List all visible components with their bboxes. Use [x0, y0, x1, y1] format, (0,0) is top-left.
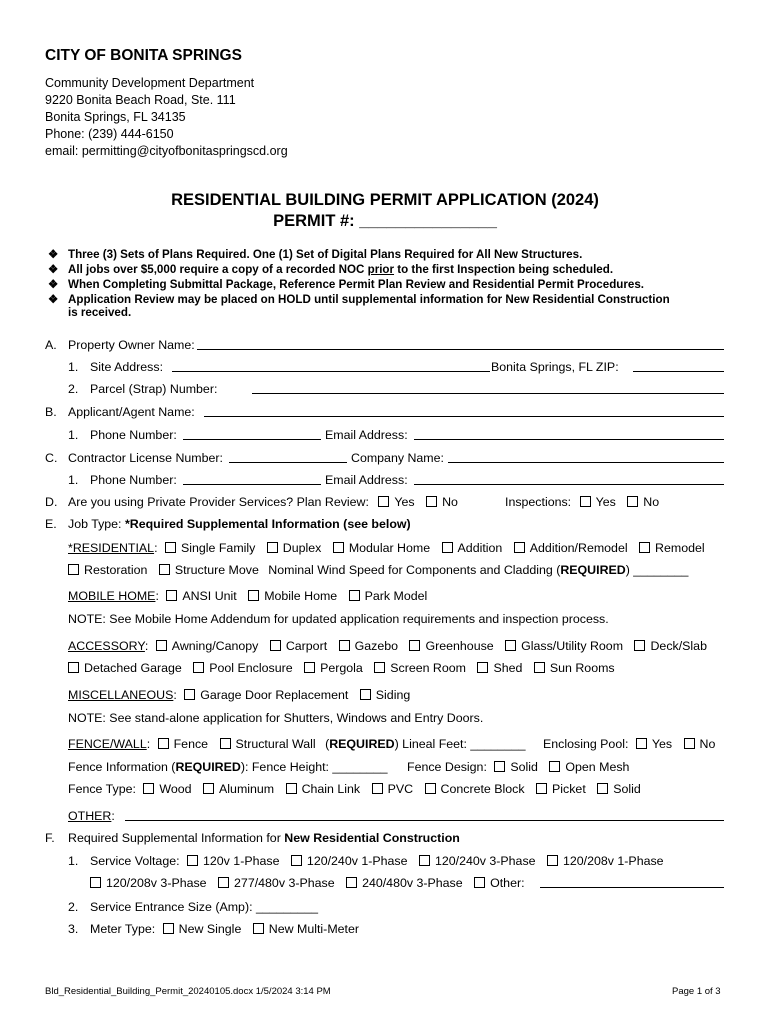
checkbox[interactable] — [68, 662, 79, 673]
paren: ( — [325, 737, 330, 751]
mobile-home-note: NOTE: See Mobile Home Addendum for updated application requirements and inspection process. — [68, 612, 609, 626]
department-line: Community Development Department — [45, 76, 255, 90]
misc-note: NOTE: See stand-alone application for Shutters, Windows and Entry Doors. — [68, 711, 484, 725]
applicant-field[interactable] — [204, 405, 724, 417]
checkbox[interactable] — [477, 662, 488, 673]
checkbox[interactable] — [193, 662, 204, 673]
yes-label: Yes — [595, 495, 616, 509]
checkbox[interactable] — [409, 640, 420, 651]
license-label: Contractor License Number: — [68, 451, 223, 465]
bullet-hold-cont: is received. — [68, 306, 132, 319]
option-label: Screen Room — [390, 661, 466, 675]
diamond-bullet-icon: ❖ — [48, 293, 59, 306]
option-label: Aluminum — [219, 782, 275, 796]
inspections-label: Inspections: — [505, 495, 572, 509]
option-label: ANSI Unit — [182, 589, 237, 603]
job-type-label: Job Type: — [68, 517, 125, 531]
inspections-row — [505, 495, 659, 509]
enclosing-pool-yes-checkbox[interactable] — [636, 738, 647, 749]
option-label: Detached Garage — [84, 661, 182, 675]
option-label: 120v 1-Phase — [203, 854, 280, 868]
item-number: 2. — [68, 382, 79, 396]
fence-info-row — [68, 760, 388, 774]
checkbox[interactable] — [547, 855, 558, 866]
fence-row: FENCE/WALL: Fence Structural Wall (REQUIRED) Lineal Feet: ________ — [68, 737, 526, 751]
page-number: Page 1 of 3 — [672, 986, 721, 997]
option-label: Awning/Canopy — [171, 639, 259, 653]
option-label: Structural Wall — [235, 737, 316, 751]
checkbox[interactable] — [203, 783, 214, 794]
fence-height-field[interactable]: ): Fence Height: ________ — [240, 760, 388, 774]
checkbox[interactable] — [534, 662, 545, 673]
checkbox[interactable] — [159, 564, 170, 575]
page-title: RESIDENTIAL BUILDING PERMIT APPLICATION (2024) — [171, 191, 599, 209]
checkbox[interactable] — [474, 877, 485, 888]
option-label: Concrete Block — [440, 782, 525, 796]
option-label: Solid — [613, 782, 641, 796]
option-label: 120/240v 3-Phase — [434, 854, 536, 868]
option-label: Addition/Remodel — [529, 541, 628, 555]
mobile-home-row: MOBILE HOME: ANSI Unit Mobile Home Park Model — [68, 589, 428, 603]
option-label: 120/208v 3-Phase — [106, 876, 207, 890]
option-label: Fence — [173, 737, 209, 751]
owner-name-label: Property Owner Name: — [68, 338, 195, 352]
city-state-line: Bonita Springs, FL 34135 — [45, 110, 186, 124]
option-label: Wood — [159, 782, 192, 796]
option-label: Pool Enclosure — [209, 661, 293, 675]
residential-row: *RESIDENTIAL: Single Family Duplex Modular Home Addition Addition/Remodel Remodel — [68, 541, 705, 555]
checkbox[interactable] — [372, 783, 383, 794]
accessory-row-2 — [68, 661, 615, 675]
checkbox[interactable] — [360, 689, 371, 700]
option-label: Deck/Slab — [650, 639, 707, 653]
option-label: Garage Door Replacement — [200, 688, 349, 702]
bullet-noc: ❖ All jobs over $5,000 require a copy of a recorded NOC prior to the first Inspection being scheduled. — [48, 263, 614, 276]
checkbox[interactable] — [291, 855, 302, 866]
other-field[interactable] — [125, 809, 724, 821]
wind-speed-field[interactable]: ) ________ — [625, 563, 689, 577]
diamond-bullet-icon: ❖ — [48, 263, 59, 276]
checkbox[interactable] — [349, 590, 360, 601]
supplemental-label: Required Supplemental Information for — [68, 831, 285, 845]
checkbox[interactable] — [639, 542, 650, 553]
section-letter: E. — [45, 517, 57, 531]
applicant-email-field[interactable] — [414, 428, 724, 440]
item-number: 1. — [68, 428, 79, 442]
checkbox[interactable] — [339, 640, 350, 651]
diamond-bullet-icon: ❖ — [48, 278, 59, 291]
checkbox[interactable] — [166, 590, 177, 601]
job-type-note: *Required Supplemental Information (see below) — [124, 517, 411, 531]
checkbox[interactable] — [597, 783, 608, 794]
enclosing-pool-row — [543, 737, 715, 751]
checkbox[interactable] — [425, 783, 436, 794]
option-label: 120/208v 1-Phase — [562, 854, 664, 868]
checkbox[interactable] — [267, 542, 278, 553]
inspections-no-checkbox[interactable] — [627, 496, 638, 507]
checkbox[interactable] — [514, 542, 525, 553]
parcel-label: Parcel (Strap) Number: — [90, 382, 218, 396]
checkbox[interactable] — [549, 761, 560, 772]
option-label: Solid — [510, 760, 538, 774]
checkbox[interactable] — [218, 877, 229, 888]
required-text: REQUIRED — [175, 760, 241, 774]
contractor-email-label: Email Address: — [325, 473, 408, 487]
checkbox[interactable] — [156, 640, 167, 651]
contractor-phone-field[interactable] — [183, 473, 321, 485]
contractor-email-field[interactable] — [414, 473, 724, 485]
option-label: Open Mesh — [565, 760, 630, 774]
meter-type-label: Meter Type: — [90, 922, 156, 936]
job-type-row — [68, 517, 411, 531]
section-letter: B. — [45, 405, 57, 419]
checkbox[interactable] — [304, 662, 315, 673]
phone-line: Phone: (239) 444-6150 — [45, 127, 174, 141]
checkbox[interactable] — [270, 640, 281, 651]
option-label: Greenhouse — [425, 639, 494, 653]
option-label: Pergola — [320, 661, 363, 675]
city-title: CITY OF BONITA SPRINGS — [45, 47, 242, 64]
checkbox[interactable] — [536, 783, 547, 794]
checkbox[interactable] — [187, 855, 198, 866]
other-label: OTHER — [68, 809, 112, 823]
zip-label: Bonita Springs, FL ZIP: — [491, 360, 619, 374]
option-label: Mobile Home — [264, 589, 338, 603]
company-field[interactable] — [448, 451, 724, 463]
checkbox[interactable] — [634, 640, 645, 651]
option-label: 277/480v 3-Phase — [234, 876, 335, 890]
no-label: No — [442, 495, 458, 509]
checkbox[interactable] — [505, 640, 516, 651]
option-label: 240/480v 3-Phase — [362, 876, 463, 890]
residential-row-2 — [68, 563, 688, 577]
checkbox[interactable] — [184, 689, 195, 700]
bullet-plans: ❖ Three (3) Sets of Plans Required. One (1) Set of Digital Plans Required for All New Structures. — [48, 248, 583, 261]
plan-review-yes-checkbox[interactable] — [378, 496, 389, 507]
fence-design-row — [407, 760, 629, 774]
applicant-phone-label: Phone Number: — [90, 428, 177, 442]
company-label: Company Name: — [351, 451, 444, 465]
service-entrance-field[interactable]: Service Entrance Size (Amp): _________ — [90, 900, 318, 914]
checkbox[interactable] — [286, 783, 297, 794]
option-label: Park Model — [364, 589, 428, 603]
service-voltage-label: Service Voltage: — [90, 854, 180, 868]
option-label: New Single — [178, 922, 242, 936]
checkbox[interactable] — [158, 738, 169, 749]
checkbox[interactable] — [494, 761, 505, 772]
no-label: No — [699, 737, 716, 751]
item-number: 2. — [68, 900, 79, 914]
bullet-submittal: ❖ When Completing Submittal Package, Reference Permit Plan Review and Residential Permit Procedures. — [48, 278, 644, 291]
other-row: OTHER: — [68, 809, 115, 823]
section-letter: D. — [45, 495, 58, 509]
option-label: PVC — [387, 782, 414, 796]
residential-label: *RESIDENTIAL — [68, 541, 155, 555]
checkbox[interactable] — [253, 923, 264, 934]
applicant-email-label: Email Address: — [325, 428, 408, 442]
checkbox[interactable] — [346, 877, 357, 888]
fence-design-label: Fence Design: — [407, 760, 487, 774]
item-number: 1. — [68, 473, 79, 487]
option-label: Single Family — [180, 541, 256, 555]
private-provider-row — [68, 495, 458, 509]
option-label: Duplex — [282, 541, 322, 555]
item-number: 1. — [68, 854, 79, 868]
checkbox[interactable] — [442, 542, 453, 553]
option-label: Modular Home — [348, 541, 431, 555]
option-label: Picket — [552, 782, 586, 796]
supplemental-heading — [68, 831, 460, 845]
email-line: email: permitting@cityofbonitaspringscd.org — [45, 144, 288, 158]
other-voltage-field[interactable] — [540, 876, 724, 888]
checkbox[interactable] — [163, 923, 174, 934]
option-label: Siding — [375, 688, 411, 702]
private-provider-label: Are you using Private Provider Services? Plan Review: — [68, 495, 369, 509]
mobile-home-label: MOBILE HOME — [68, 589, 156, 603]
checkbox[interactable] — [90, 877, 101, 888]
option-label: Remodel — [655, 541, 705, 555]
enclosing-pool-no-checkbox[interactable] — [684, 738, 695, 749]
footer-filename: Bld_Residential_Building_Permit_20240105.docx 1/5/2024 3:14 PM — [45, 986, 331, 997]
zip-field[interactable] — [633, 360, 724, 372]
option-label: Shed — [493, 661, 523, 675]
accessory-label: ACCESSORY — [68, 639, 145, 653]
wind-speed-label: Nominal Wind Speed for Components and Cladding ( — [268, 563, 561, 577]
applicant-label: Applicant/Agent Name: — [68, 405, 195, 419]
option-label: Addition — [457, 541, 503, 555]
owner-name-field[interactable] — [197, 338, 724, 350]
parcel-field[interactable] — [252, 382, 724, 394]
option-label: 120/240v 1-Phase — [306, 854, 408, 868]
section-letter: F. — [45, 831, 55, 845]
license-field[interactable] — [229, 451, 347, 463]
plan-review-no-checkbox[interactable] — [426, 496, 437, 507]
checkbox[interactable] — [419, 855, 430, 866]
service-voltage-row-2 — [90, 876, 525, 890]
fence-type-row — [68, 782, 641, 796]
site-address-label: Site Address: — [90, 360, 164, 374]
enclosing-pool-label: Enclosing Pool: — [543, 737, 629, 751]
checkbox[interactable] — [374, 662, 385, 673]
inspections-yes-checkbox[interactable] — [580, 496, 591, 507]
yes-label: Yes — [394, 495, 415, 509]
checkbox[interactable] — [220, 738, 231, 749]
option-label: Sun Rooms — [549, 661, 615, 675]
fence-info-label: Fence Information ( — [68, 760, 176, 774]
item-number: 3. — [68, 922, 79, 936]
fence-label: FENCE/WALL — [68, 737, 147, 751]
fence-type-label: Fence Type: — [68, 782, 136, 796]
contractor-phone-label: Phone Number: — [90, 473, 177, 487]
new-construction-text: New Residential Construction — [284, 831, 460, 845]
required-text: REQUIRED — [329, 737, 395, 751]
lineal-feet-field[interactable]: ) Lineal Feet: ________ — [394, 737, 526, 751]
misc-row: MISCELLANEOUS: Garage Door Replacement Siding — [68, 688, 411, 702]
option-label: Gazebo — [354, 639, 399, 653]
option-label: Restoration — [84, 563, 148, 577]
option-label: Chain Link — [301, 782, 361, 796]
meter-type-row — [90, 922, 359, 936]
option-label: Carport — [285, 639, 328, 653]
applicant-phone-field[interactable] — [183, 428, 321, 440]
option-label: Glass/Utility Room — [521, 639, 624, 653]
option-label: Other: — [490, 876, 525, 890]
checkbox[interactable] — [333, 542, 344, 553]
checkbox[interactable] — [143, 783, 154, 794]
site-address-field[interactable] — [172, 360, 490, 372]
checkbox[interactable] — [68, 564, 79, 575]
required-text: REQUIRED — [560, 563, 626, 577]
checkbox[interactable] — [165, 542, 176, 553]
yes-label: Yes — [651, 737, 673, 751]
permit-number: PERMIT #: _______________ — [273, 212, 497, 230]
diamond-bullet-icon: ❖ — [48, 248, 59, 261]
option-label: Structure Move — [174, 563, 259, 577]
misc-label: MISCELLANEOUS — [68, 688, 174, 702]
accessory-row: ACCESSORY: Awning/Canopy Carport Gazebo Greenhouse Glass/Utility Room Deck/Slab — [68, 639, 707, 653]
section-letter: A. — [45, 338, 57, 352]
checkbox[interactable] — [248, 590, 259, 601]
bullet-hold: ❖ Application Review may be placed on HOLD until supplemental information for New Residential Construction — [48, 293, 670, 306]
street-line: 9220 Bonita Beach Road, Ste. 111 — [45, 93, 236, 107]
option-label: New Multi-Meter — [268, 922, 359, 936]
section-letter: C. — [45, 451, 58, 465]
no-label: No — [643, 495, 660, 509]
service-voltage-row — [90, 854, 664, 868]
item-number: 1. — [68, 360, 79, 374]
